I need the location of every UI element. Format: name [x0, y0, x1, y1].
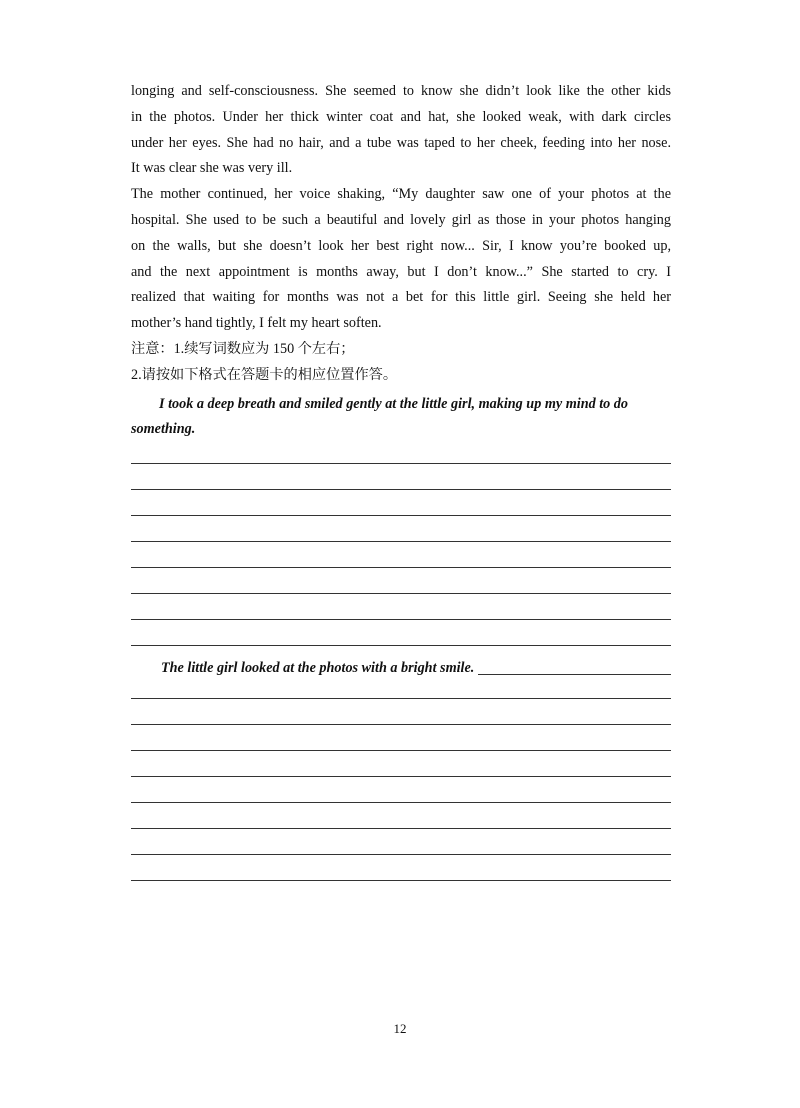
passage-content — [131, 79, 671, 443]
text-line: The mother continued, her voice shaking, “My daughter saw one of your photos at the — [131, 186, 671, 203]
answer-line[interactable] — [131, 699, 671, 725]
text-line: in the photos. Under her thick winter coat and hat, she looked weak, with dark circles — [131, 108, 671, 125]
instruction-note-2: 2.请按如下格式在答题卡的相应位置作答。 — [131, 366, 398, 383]
answer-line[interactable] — [131, 725, 671, 751]
answer-line[interactable] — [131, 673, 671, 699]
text-line: mother’s hand tightly, I felt my heart soften. — [131, 315, 382, 332]
prompt-2-text: The little girl looked at the photos with a bright smile. — [161, 660, 475, 676]
text-line: longing and self-consciousness. She seemed to know she didn’t look like the other kids — [131, 83, 671, 99]
answer-lines-section-2 — [131, 673, 671, 881]
answer-line[interactable] — [131, 620, 671, 646]
text-line: on the walls, but she doesn’t look her best right now... Sir, I know you’re booked up, — [131, 237, 671, 254]
answer-line[interactable] — [131, 855, 671, 881]
page-number: 12 — [393, 1021, 407, 1036]
answer-line[interactable] — [131, 438, 671, 464]
text-line: realized that waiting for months was not a bet for this little girl. Seeing she held her — [131, 289, 671, 306]
text-line: and the next appointment is months away, but I don’t know...” She started to cry. I — [131, 263, 671, 280]
answer-line[interactable] — [131, 516, 671, 542]
instruction-note-1: 注意：1.续写词数应为 150 个左右； — [131, 340, 355, 357]
answer-line[interactable] — [131, 568, 671, 594]
answer-line[interactable] — [131, 542, 671, 568]
text-line: hospital. She used to be such a beautiful and lovely girl as those in your photos hanging — [131, 211, 671, 228]
answer-line[interactable] — [131, 751, 671, 777]
text-line: under her eyes. She had no hair, and a tube was taped to her cheek, feeding into her nose. — [131, 134, 671, 151]
answer-line[interactable] — [131, 803, 671, 829]
text-line: It was clear she was very ill. — [131, 160, 293, 177]
answer-line[interactable] — [131, 594, 671, 620]
prompt-1-text: I took a deep breath and smiled gently at the little girl, making up my mind to do something. — [131, 395, 628, 438]
answer-lines-section-1 — [131, 438, 671, 646]
answer-line[interactable] — [131, 490, 671, 516]
answer-line[interactable] — [131, 464, 671, 490]
answer-line[interactable] — [131, 829, 671, 855]
story-paragraph-2 — [131, 182, 671, 337]
answer-line[interactable] — [131, 777, 671, 803]
continuation-prompt-1 — [131, 392, 671, 444]
story-paragraph-1 — [131, 79, 671, 182]
